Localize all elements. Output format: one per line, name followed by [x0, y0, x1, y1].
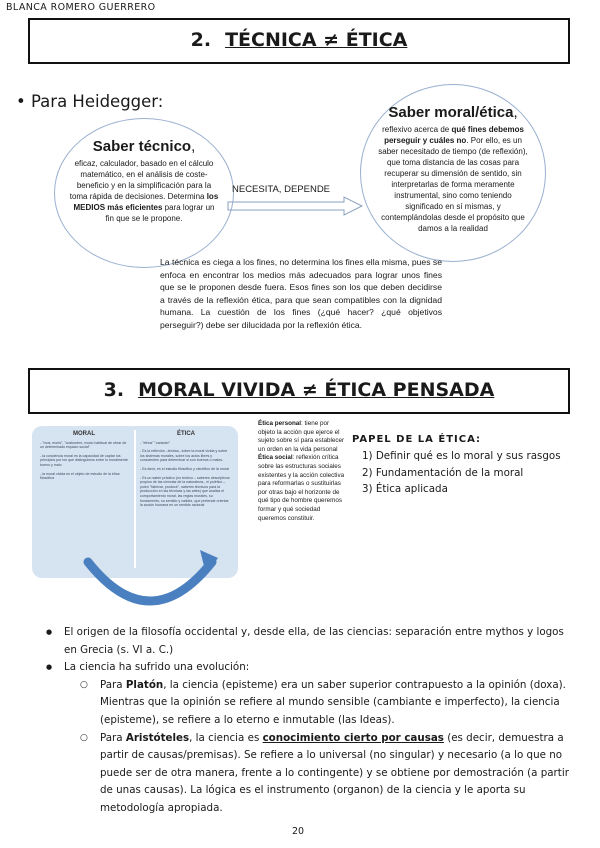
comma: ,: [191, 138, 196, 155]
list-item: [46, 624, 572, 659]
section-heading-moral-etica: [28, 368, 570, 414]
moral-header: MORAL: [73, 431, 95, 437]
saber-tecnico-bold: los MEDIOS más eficientes: [73, 192, 219, 212]
platon-name: Platón: [125, 678, 164, 691]
cycle-arrow-icon: [80, 548, 220, 612]
sub-text: Para: [100, 678, 126, 691]
section-number: 3.: [103, 379, 125, 401]
section-heading-tecnica-etica: [28, 18, 570, 64]
etica-header: ÉTICA: [177, 431, 195, 437]
saber-tecnico-text: eficaz, calculador, basado en el cálculo matemático, en el análisis de coste-beneficio y en la simplificación para la toma rápida de decisiones.: [69, 159, 214, 201]
saber-tecnico-text3: para lograr un fin que se le propone.: [105, 203, 215, 223]
sub-list-item-platon: [46, 677, 572, 730]
moral-column: [40, 432, 128, 485]
papel-item: 2) Fundamentación de la moral: [362, 466, 524, 479]
etica-item: - "ethos" "carácter": [140, 440, 171, 445]
sub-text: , la ciencia es: [189, 731, 263, 744]
etica-personal-social-note: [258, 420, 346, 523]
saber-moral-text2: . Por ello, es un saber necesitado de tiempo (de reflexión), que toma distancia de las cosas para recuperar su dimensión de sentido, sin interpretarlas de forma meramente instrumental, sino como teniendo significado en sí mismas, y contemplándolas desde el propósito que damos a la realidad: [378, 136, 528, 233]
arrow-label: NECESITA, DEPENDE: [232, 184, 331, 195]
papel-etica-block: [352, 432, 568, 498]
etica-social-text: : reflexión crítica sobre las estructuras sociales existentes y la acción colectiva para reformarlas o sustituirlas por otras bajo el horizonte de qué tipo de hombre queremos formar y qué sociedad queremos constituir.: [258, 454, 345, 522]
ciencia-definition: conocimiento cierto por causas: [262, 731, 444, 744]
heidegger-bullet: • Para Heidegger:: [16, 92, 164, 111]
etica-item: - Es un saber práctico (no teórico – saberes descriptivos propios de las ciencias de la naturaleza-, ni poiético –poien "fabricar, producir", saberes técnicos para la producción en las técnicas y las artes) que analiza el comportamiento moral, las reglas morales, su fundamento, su sentido y validez, que pretende orientar la acción humana en un sentido racional: [140, 475, 230, 508]
saber-moral-ellipse: [360, 84, 546, 262]
sub-text: Para: [100, 731, 126, 744]
saber-moral-bold: qué fines debemos perseguir y cuáles no: [384, 125, 524, 145]
saber-tecnico-text2: Determina: [167, 192, 207, 201]
sub-list-item-aristoteles: [46, 730, 572, 818]
aristoteles-name: Aristóteles: [125, 731, 190, 744]
saber-moral-title: Saber moral/ética: [388, 104, 514, 121]
section-title: MORAL VIVIDA ≠ ÉTICA PENSADA: [138, 379, 495, 401]
moral-item: - la conciencia moral es la capacidad de captar los principios por los que distinguimos entre lo moralmente bueno y malo: [40, 453, 128, 467]
right-arrow-icon: [226, 196, 364, 216]
list-item-text: El origen de la filosofía occidental y, desde ella, de las ciencias: separación entre mythos y logos en Grecia (s. VI a. C.): [64, 626, 564, 656]
list-item: [46, 659, 572, 677]
papel-item: 1) Definir qué es lo moral y sus rasgos: [362, 450, 561, 463]
saber-tecnico-ellipse: [54, 118, 234, 268]
saber-moral-text: reflexivo acerca de: [382, 125, 452, 134]
moral-item: - "mos, moris", "costumbre, modo habitual de obrar de un determinado espacio social": [40, 440, 127, 450]
tecnica-paragraph: La técnica es ciega a los fines, no determina los fines ella misma, pues se enfoca en encontrar los medios más adecuados para lograr unos fines que se le proponen desde fuera. Esos fines son los que deben decidirse a través de la reflexión ética, para que sean compatibles con la dignidad humana. La cuestión de los fines (¿qué hacer? ¿qué objetivos perseguir?) debe ser dilucidada por la reflexión ética.: [160, 257, 442, 330]
comma: ,: [513, 104, 518, 121]
author-name: BLANCA ROMERO GUERRERO: [6, 2, 156, 13]
papel-item: 3) Ética aplicada: [362, 483, 448, 496]
page-number: 20: [292, 826, 305, 837]
list-item-text: La ciencia ha sufrido una evolución:: [64, 661, 250, 674]
sub-text: , la ciencia (episteme) era un saber superior contrapuesto a la opinión (doxa). Mientras que la opinión se refiere al mundo sensible (cambiante e imperfecto), la ciencia (episteme), se refiere a lo eterno e inmutable (las Ideas).: [100, 678, 566, 726]
etica-item: - Es la reflexión –teórica– sobre la moral vivida y sobre los sistemas morales, sobre los actos libres y conscientes para determinar si son buenos o malos.: [140, 449, 228, 463]
section-title: TÉCNICA ≠ ÉTICA: [225, 29, 408, 51]
etica-personal-text: : tiene por objeto la acción que ejerce el sujeto sobre sí para establecer un orden en la vida personal: [258, 420, 345, 453]
etica-column: [140, 432, 232, 512]
section-number: 2.: [190, 29, 212, 51]
etica-personal-label: Ética personal: [258, 420, 302, 427]
papel-title: PAPEL DE LA ÉTICA:: [352, 434, 482, 445]
hollow-bullet-icon: ○: [80, 679, 88, 690]
ciencia-list: [46, 624, 572, 818]
sub-text: (es decir, demuestra a partir de causas/premisas). Se refiere a lo universal (no singular) y necesario (a lo que no puede ser de otra manera, frente a lo contingente) y se obtiene por demostración (a partir de unas causas). La lógica es el instrumento (organon) de la ciencia y le aporta su metodología apropiada.: [100, 731, 569, 814]
saber-tecnico-title: Saber técnico: [92, 138, 192, 155]
hollow-bullet-icon: ○: [80, 732, 88, 743]
etica-social-label: Ética social: [258, 454, 293, 462]
moral-item: - la moral vivida es el objeto de estudio de la ética filosófica: [40, 471, 120, 481]
etica-item: - Es decir, es el estudio filosófico y científico de la moral: [140, 466, 229, 471]
